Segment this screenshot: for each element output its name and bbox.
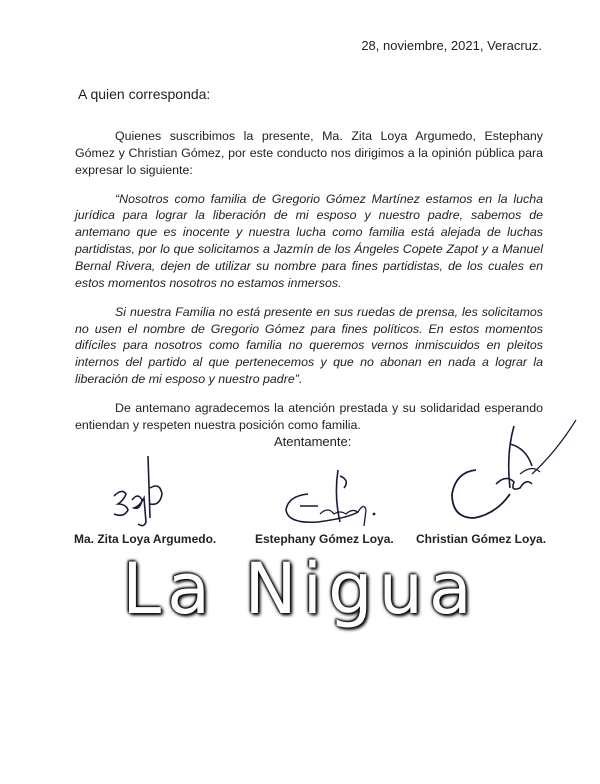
signatory-name-zita: Ma. Zita Loya Argumedo. [74, 532, 217, 546]
signature-estephany [278, 466, 388, 536]
signature-zita [104, 448, 174, 533]
letter-date: 28, noviembre, 2021, Veracruz. [361, 38, 542, 53]
paragraph-intro: Quienes suscribimos la presente, Ma. Zita Loya Argumedo, Estephany Gómez y Christian Gómez, por este conducto nos dirigimos a la opinión pública para expresar lo siguiente: [75, 129, 543, 177]
signatory-name-estephany: Estephany Gómez Loya. [255, 532, 394, 546]
signature-christian [436, 414, 586, 529]
watermark: La Nigua [122, 548, 478, 630]
salutation: A quien corresponda: [78, 86, 211, 102]
closing-line: Atentamente: [274, 434, 352, 449]
paragraph-quote-2: Si nuestra Familia no está presente en sus ruedas de prensa, les solicitamos no usen el nombre de Gregorio Gómez para fines políticos. En estos momentos difíciles para nosotros como familia no queremos vernos inmiscuidos en pleitos internos del partido al que pertenecemos y que no abonan en nada a lograr la liberación de mi esposo y nuestro padre”. [75, 304, 543, 387]
letter-body [75, 128, 543, 446]
paragraph-closing: De antemano agradecemos la atención prestada y su solidaridad esperando entiendan y respeten nuestra posición como familia. [75, 401, 543, 432]
signatory-name-christian: Christian Gómez Loya. [416, 532, 547, 546]
paragraph-quote-1: “Nosotros como familia de Gregorio Gómez Martínez estamos en la lucha jurídica para lograr la liberación de mi esposo y nuestro padre, sabemos de antemano que es inocente y nuestra lucha como familia está alejada de luchas partidistas, por lo que solicitamos a Jazmín de los Ángeles Copete Zapot y a Manuel Bernal Rivera, dejen de utilizar su nombre para fines partidistas, de los cuales en estos momentos nosotros no estamos inmersos. [75, 191, 543, 290]
